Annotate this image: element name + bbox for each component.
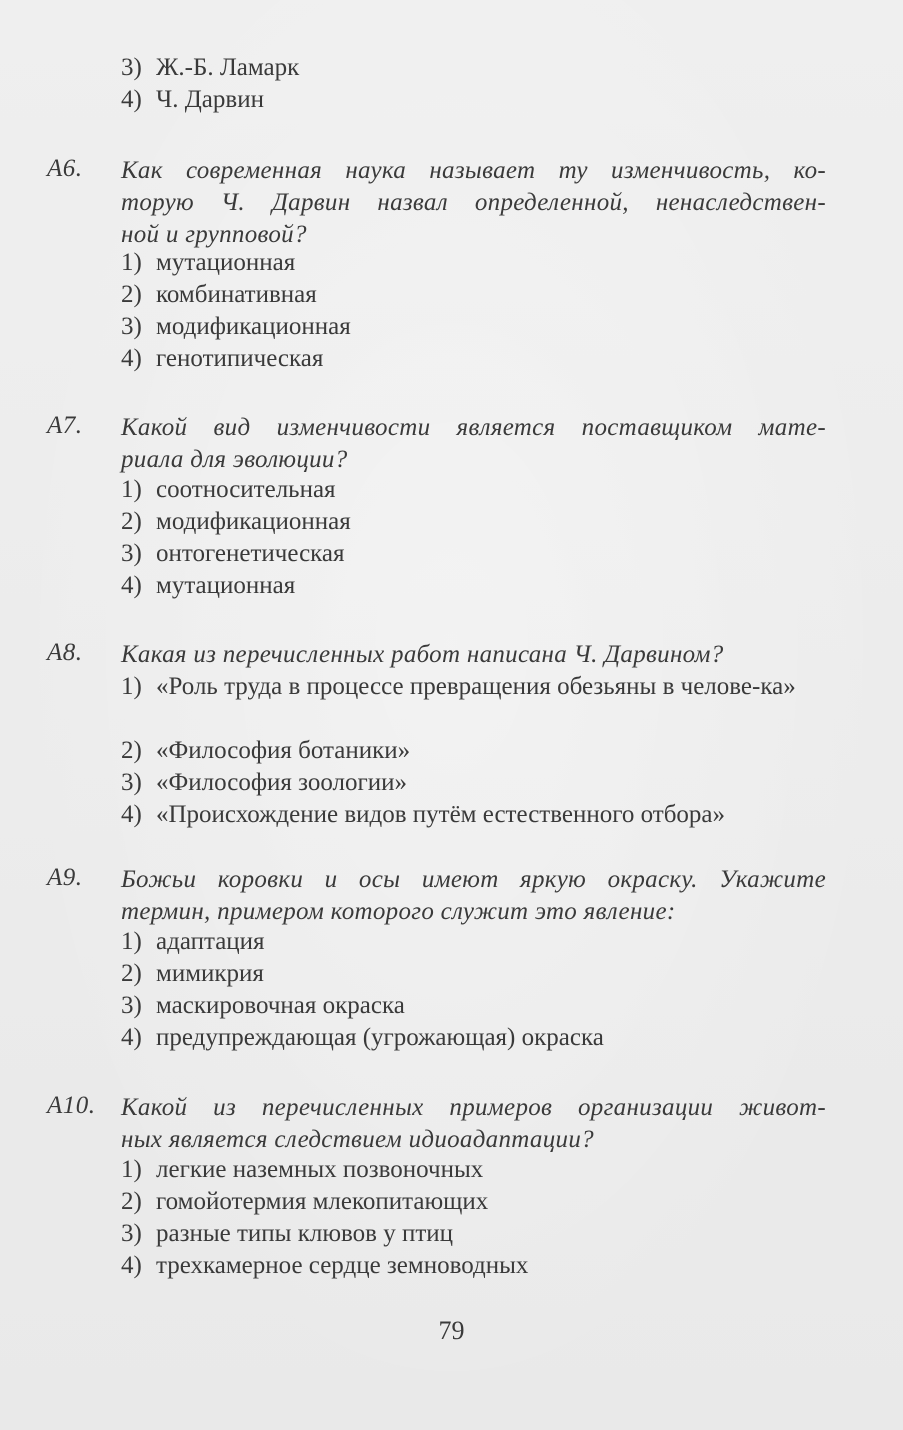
option-item <box>121 343 826 375</box>
option-item <box>121 52 826 84</box>
option-text: мутационная <box>156 249 296 276</box>
option-number: 3) <box>121 1220 142 1247</box>
option-text: генотипическая <box>156 345 324 372</box>
question-number: A7. <box>47 412 83 439</box>
question-line: ных является следствием идиоадаптации? <box>121 1126 594 1153</box>
option-number: 3) <box>121 769 142 796</box>
option-text: комбинативная <box>156 281 317 308</box>
option-text: онтогенетическая <box>156 540 345 567</box>
option-item <box>121 506 826 538</box>
option-number: 4) <box>121 572 142 599</box>
option-text: модификационная <box>156 313 351 340</box>
option-text: модификационная <box>156 508 351 535</box>
option-text: маскировочная окраска <box>156 992 405 1019</box>
option-text: предупреждающая (угрожающая) окраска <box>156 1024 604 1051</box>
question-number: A10. <box>47 1092 96 1119</box>
option-item <box>121 1250 826 1282</box>
option-text: «Философия ботаники» <box>156 737 411 764</box>
question-text <box>121 412 826 476</box>
question-line: Божьи коровки и осы имеют яркую окраску. Укажите <box>121 866 826 893</box>
option-text: «Философия зоологии» <box>156 769 408 796</box>
option-number: 3) <box>121 313 142 340</box>
option-item <box>121 1218 826 1250</box>
option-item <box>121 570 826 602</box>
option-text: мимикрия <box>156 960 264 987</box>
option-item <box>121 735 826 767</box>
question-line: Какой из перечисленных примеров организации живот- <box>121 1094 826 1121</box>
option-text: «Роль труда в процессе превращения обезьяны в челове-ка» <box>156 673 796 700</box>
question-line: термин, примером которого служит это явление: <box>121 898 676 925</box>
question-line: риала для эволюции? <box>121 446 348 473</box>
option-item <box>121 538 826 570</box>
question-text <box>121 155 826 251</box>
option-number: 3) <box>121 54 142 81</box>
option-item <box>121 990 826 1022</box>
option-text: легкие наземных позвоночных <box>156 1156 484 1183</box>
option-text: Ж.-Б. Ламарк <box>156 54 300 81</box>
option-text: Ч. Дарвин <box>156 86 264 113</box>
option-number: 4) <box>121 1024 142 1051</box>
question-line: торую Ч. Дарвин назвал определенной, ненаследствен- <box>121 189 826 216</box>
option-item <box>121 958 826 990</box>
option-item <box>121 279 826 311</box>
option-item <box>121 926 826 958</box>
option-number: 2) <box>121 960 142 987</box>
option-text: «Происхождение видов путём естественного отбора» <box>156 801 726 828</box>
option-text: мутационная <box>156 572 296 599</box>
page-number: 79 <box>438 1316 465 1345</box>
question-number: A9. <box>47 864 83 891</box>
option-number: 1) <box>121 928 142 955</box>
option-text: трехкамерное сердце земноводных <box>156 1252 529 1279</box>
option-number: 3) <box>121 992 142 1019</box>
option-item <box>121 799 826 831</box>
option-number: 1) <box>121 249 142 276</box>
option-item <box>121 84 826 116</box>
question-line: Какой вид изменчивости является поставщиком мате- <box>121 414 826 441</box>
option-number: 4) <box>121 86 142 113</box>
question-text <box>121 639 826 671</box>
option-number: 2) <box>121 1188 142 1215</box>
option-item <box>121 247 826 279</box>
option-item <box>121 767 826 799</box>
option-text: адаптация <box>156 928 265 955</box>
option-text: разные типы клювов у птиц <box>156 1220 454 1247</box>
question-line: ной и групповой? <box>121 221 307 248</box>
option-item <box>121 474 826 506</box>
option-text: гомойотермия млекопитающих <box>156 1188 489 1215</box>
option-number: 2) <box>121 737 142 764</box>
question-text <box>121 1092 826 1156</box>
option-number: 4) <box>121 1252 142 1279</box>
option-number: 3) <box>121 540 142 567</box>
option-number: 1) <box>121 1156 142 1183</box>
option-number: 2) <box>121 281 142 308</box>
question-number: A6. <box>47 155 83 182</box>
option-number: 1) <box>121 673 142 700</box>
option-item <box>121 1186 826 1218</box>
question-line: Как современная наука называет ту изменчивость, ко- <box>121 157 826 184</box>
option-number: 1) <box>121 476 142 503</box>
option-number: 4) <box>121 801 142 828</box>
option-number: 4) <box>121 345 142 372</box>
option-item <box>121 311 826 343</box>
option-item <box>121 671 826 703</box>
question-number: A8. <box>47 639 83 666</box>
option-item <box>121 1022 826 1054</box>
question-text <box>121 864 826 928</box>
question-line: Какая из перечисленных работ написана Ч. Дарвином? <box>121 641 724 668</box>
option-number: 2) <box>121 508 142 535</box>
option-text: соотносительная <box>156 476 336 503</box>
option-item <box>121 1154 826 1186</box>
